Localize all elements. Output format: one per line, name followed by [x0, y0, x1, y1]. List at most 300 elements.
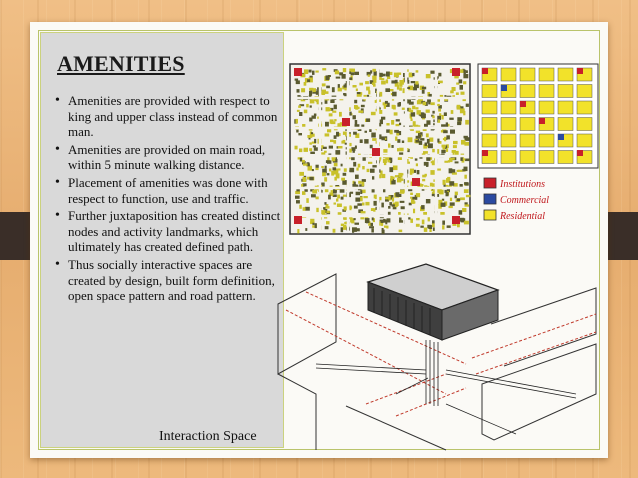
map-plot	[465, 204, 470, 206]
map-plot	[449, 168, 453, 173]
map-plot	[342, 180, 347, 185]
map-plot	[465, 159, 470, 162]
map-plot	[439, 192, 441, 195]
grid-block	[558, 151, 573, 164]
map-plot	[341, 178, 345, 181]
map-plot	[307, 135, 312, 138]
map-plot	[429, 229, 431, 232]
bullet-item	[55, 175, 281, 206]
grid-commercial	[558, 134, 564, 140]
grid-block	[577, 134, 592, 147]
map-plot	[299, 172, 304, 176]
map-plot	[403, 88, 405, 93]
map-plot	[412, 197, 417, 200]
map-plot	[443, 148, 446, 150]
map-plot	[397, 139, 400, 143]
map-plot	[327, 173, 330, 175]
map-plot	[381, 223, 384, 226]
map-plot	[310, 152, 315, 154]
map-plot	[396, 133, 399, 136]
map-plot	[438, 81, 443, 84]
map-plot	[381, 136, 385, 140]
map-plot	[457, 121, 461, 125]
map-plot	[387, 77, 390, 80]
map-plot	[409, 102, 414, 105]
map-plot	[391, 120, 394, 125]
map-plot	[361, 105, 365, 107]
map-plot	[343, 173, 347, 176]
bullet-item	[55, 257, 281, 304]
sketch-lower-right-block	[482, 344, 596, 440]
map-plot	[408, 217, 410, 220]
map-plot	[310, 219, 314, 223]
map-plot	[322, 83, 326, 86]
map-plot	[426, 157, 430, 161]
map-plot	[354, 182, 356, 185]
map-plot	[431, 161, 433, 163]
map-plot	[400, 190, 404, 194]
map-plot	[465, 120, 469, 125]
map-plot	[397, 148, 399, 151]
map-plot	[364, 139, 368, 144]
map-plot	[464, 70, 466, 75]
map-plot	[423, 151, 428, 154]
map-plot	[303, 177, 307, 182]
map-plot	[416, 107, 419, 109]
map-plot	[324, 91, 329, 94]
map-plot	[325, 166, 327, 169]
map-plot	[447, 225, 451, 228]
map-plot	[394, 112, 398, 115]
map-plot	[332, 87, 335, 92]
map-plot	[381, 174, 385, 178]
map-plot	[400, 173, 404, 175]
map-plot	[409, 73, 412, 75]
map-plot	[455, 161, 459, 163]
grid-block	[482, 134, 497, 147]
map-plot	[410, 197, 412, 199]
map-plot	[390, 176, 392, 181]
grid-city-map	[478, 64, 598, 168]
map-plot	[430, 71, 434, 74]
map-plot	[386, 72, 390, 77]
map-plot	[370, 169, 375, 173]
map-plot	[333, 167, 337, 170]
map-plot	[463, 74, 468, 78]
map-plot	[371, 208, 374, 211]
map-plot	[417, 170, 420, 174]
map-plot	[460, 197, 465, 200]
map-plot	[337, 204, 342, 208]
map-plot	[301, 184, 303, 187]
map-plot	[389, 167, 393, 172]
map-plot	[466, 70, 468, 73]
map-plot	[429, 94, 432, 97]
map-plot	[368, 90, 370, 94]
bullet-text: Amenities are provided with respect to king and upper class instead of common man.	[68, 93, 278, 140]
map-plot	[449, 118, 453, 120]
map-plot	[449, 158, 453, 162]
map-plot	[331, 171, 334, 176]
map-plot	[416, 70, 419, 72]
map-plot	[326, 86, 330, 89]
map-plot	[343, 132, 347, 135]
map-plot	[330, 140, 334, 143]
map-plot	[296, 189, 299, 191]
map-plot	[386, 79, 388, 83]
map-plot	[424, 162, 429, 166]
map-plot	[333, 194, 337, 197]
map-plot	[352, 228, 354, 233]
map-plot	[392, 92, 397, 97]
map-plot	[446, 122, 448, 127]
map-plot	[444, 112, 447, 116]
map-plot	[443, 138, 446, 140]
map-plot	[463, 81, 466, 84]
map-plot	[366, 87, 370, 91]
map-plot	[397, 194, 402, 197]
map-plot	[459, 210, 463, 215]
map-plot	[427, 139, 430, 144]
map-plot	[354, 218, 356, 220]
map-plot	[416, 140, 420, 143]
map-plot	[334, 119, 336, 121]
map-plot	[340, 189, 345, 193]
map-plot	[381, 78, 384, 80]
map-plot	[355, 198, 360, 202]
map-plot	[365, 218, 370, 223]
grid-institution	[539, 118, 545, 124]
bullet-text: Placement of amenities was done with respect to function, use and traffic.	[68, 174, 268, 206]
map-plot	[305, 228, 307, 231]
land-use-maps	[282, 58, 602, 268]
map-plot	[363, 196, 367, 198]
map-plot	[430, 170, 435, 175]
map-plot	[327, 157, 329, 161]
map-plot	[373, 83, 376, 86]
text-panel	[40, 32, 284, 448]
map-plot	[371, 133, 376, 138]
grid-block	[501, 101, 516, 114]
map-plot	[304, 69, 308, 74]
map-institution	[294, 216, 302, 224]
map-plot	[355, 146, 357, 149]
map-plot	[350, 168, 355, 173]
right-side-tab	[604, 212, 638, 260]
map-plot	[460, 69, 463, 73]
map-plot	[341, 164, 343, 167]
map-plot	[309, 70, 312, 73]
grid-block	[577, 101, 592, 114]
map-plot	[323, 147, 327, 149]
map-plot	[308, 166, 313, 171]
map-plot	[426, 199, 431, 203]
map-plot	[407, 87, 410, 89]
map-institution	[452, 68, 460, 76]
map-plot	[371, 112, 376, 115]
map-plot	[295, 196, 300, 199]
map-plot	[413, 209, 415, 214]
map-plot	[450, 198, 452, 201]
map-plot	[302, 191, 305, 193]
map-plot	[325, 226, 329, 229]
map-plot	[442, 221, 445, 225]
grid-institution	[577, 150, 583, 156]
map-plot	[416, 195, 418, 197]
map-plot	[464, 182, 468, 185]
map-plot	[310, 99, 315, 103]
map-plot	[462, 208, 466, 212]
bullet-icon: •	[55, 208, 60, 224]
map-plot	[353, 132, 357, 135]
bullet-text: Further juxtaposition has created distinct nodes and activity landmarks, which ultimately has created defined path.	[68, 208, 281, 255]
map-plot	[395, 80, 398, 84]
map-plot	[388, 144, 391, 148]
map-plot	[311, 194, 316, 197]
map-plot	[387, 218, 391, 222]
map-plot	[334, 105, 337, 110]
map-plot	[412, 73, 414, 76]
map-legend	[484, 178, 549, 222]
map-plot	[341, 227, 344, 232]
map-plot	[306, 104, 309, 108]
map-plot	[356, 107, 359, 110]
map-plot	[353, 85, 357, 88]
grid-block	[501, 68, 516, 81]
bullet-icon: •	[55, 141, 60, 157]
map-plot	[450, 202, 455, 205]
map-plot	[421, 114, 426, 119]
grid-block	[539, 68, 554, 81]
dense-city-map	[290, 64, 470, 234]
map-plot	[464, 167, 468, 172]
map-plot	[402, 141, 404, 144]
map-plot	[449, 181, 454, 186]
legend-label-residential: Residential	[500, 211, 545, 222]
map-plot	[339, 72, 343, 75]
map-plot	[338, 146, 343, 149]
map-plot	[343, 85, 347, 88]
map-plot	[336, 199, 338, 202]
map-plot	[446, 148, 448, 152]
map-plot	[324, 202, 326, 205]
map-plot	[396, 124, 400, 126]
map-plot	[315, 168, 318, 170]
map-plot	[314, 147, 318, 151]
map-plot	[385, 101, 388, 104]
map-plot	[353, 150, 355, 153]
map-plot	[452, 169, 455, 172]
map-plot	[300, 158, 302, 162]
map-plot	[358, 164, 361, 168]
map-plot	[422, 179, 425, 181]
map-plot	[464, 189, 469, 193]
map-plot	[449, 206, 453, 208]
map-plot	[392, 204, 395, 206]
map-plot	[301, 88, 305, 92]
map-plot	[355, 223, 360, 225]
sketch-road-red-lines-lower	[366, 374, 466, 416]
map-plot	[313, 145, 316, 147]
slide-title: AMENITIES	[57, 51, 185, 76]
map-plot	[444, 161, 448, 163]
map-plot	[460, 184, 463, 187]
map-plot	[420, 138, 424, 141]
map-plot	[400, 201, 405, 203]
map-plot	[399, 87, 402, 90]
map-plot	[460, 108, 465, 113]
map-plot	[354, 72, 359, 75]
map-plot	[324, 177, 327, 181]
bullet-icon: •	[55, 93, 60, 108]
map-plot	[315, 223, 317, 228]
map-plot	[349, 149, 352, 153]
map-plot	[325, 122, 329, 127]
map-plot	[424, 228, 428, 232]
grid-block	[558, 68, 573, 81]
map-plot	[411, 201, 415, 203]
map-plot	[325, 206, 329, 209]
map-plot	[423, 102, 427, 106]
map-plot	[395, 175, 399, 177]
map-plot	[360, 190, 362, 194]
map-plot	[362, 203, 365, 206]
bullet-item	[55, 208, 281, 255]
map-plot	[392, 198, 394, 202]
map-plot	[439, 113, 441, 116]
map-plot	[297, 110, 300, 112]
map-plot	[421, 205, 425, 209]
grid-institution	[482, 150, 488, 156]
map-plot	[443, 130, 448, 133]
map-plot	[354, 100, 357, 104]
grid-block	[520, 134, 535, 147]
map-plot	[366, 118, 370, 122]
map-plot	[466, 195, 471, 197]
map-plot	[298, 105, 301, 108]
grid-block	[482, 101, 497, 114]
map-plot	[330, 100, 334, 104]
map-plot	[338, 88, 342, 92]
map-plot	[296, 119, 299, 124]
map-plot	[379, 74, 384, 76]
map-plot	[304, 82, 307, 86]
grid-block	[501, 151, 516, 164]
map-plot	[335, 71, 339, 75]
map-plot	[416, 136, 420, 139]
map-plot	[383, 219, 385, 223]
grid-block	[482, 85, 497, 98]
map-plot	[456, 92, 459, 95]
map-plot	[349, 112, 351, 116]
map-plot	[312, 71, 315, 75]
map-plot	[429, 138, 433, 142]
map-plot	[338, 168, 340, 170]
map-plot	[356, 192, 360, 196]
map-plot	[457, 199, 461, 202]
map-plot	[463, 158, 466, 160]
map-plot	[409, 108, 412, 112]
grid-block	[501, 118, 516, 131]
map-plot	[393, 177, 395, 180]
map-plot	[441, 150, 445, 153]
map-plot	[334, 135, 337, 139]
map-plot	[343, 68, 346, 72]
grid-commercial	[501, 85, 507, 91]
map-plot	[365, 131, 368, 133]
map-plot	[389, 196, 391, 201]
map-plot	[450, 90, 454, 93]
map-plot	[388, 212, 391, 215]
map-plot	[307, 79, 310, 82]
map-plot	[410, 171, 413, 175]
map-plot	[390, 89, 394, 91]
map-plot	[411, 81, 416, 83]
map-plot	[428, 217, 430, 221]
legend-swatch-commercial	[484, 194, 496, 204]
map-plot	[410, 193, 413, 195]
map-plot	[432, 116, 435, 119]
map-plot	[326, 160, 331, 163]
map-plot	[464, 175, 467, 179]
map-plot	[357, 203, 362, 206]
map-plot	[386, 129, 390, 133]
map-plot	[426, 120, 430, 125]
map-plot	[295, 146, 298, 150]
map-plot	[416, 163, 418, 166]
legend-label-institutions: Institutions	[500, 179, 546, 190]
map-plot	[395, 137, 397, 141]
map-institution	[452, 216, 460, 224]
map-plot	[361, 211, 366, 213]
map-plot	[299, 112, 302, 116]
map-plot	[441, 115, 443, 120]
map-plot	[322, 68, 326, 70]
map-plot	[336, 174, 339, 179]
grid-block	[520, 118, 535, 131]
map-plot	[399, 148, 403, 152]
map-plot	[299, 149, 302, 153]
grid-block	[577, 85, 592, 98]
map-plot	[350, 192, 353, 194]
map-plot	[385, 88, 390, 92]
map-plot	[367, 169, 370, 172]
bullet-text: Amenities are provided on main road, within 5 minute walking distance.	[68, 141, 266, 173]
map-plot	[426, 133, 429, 137]
grid-institution	[482, 68, 488, 74]
map-plot	[362, 166, 365, 169]
bullet-icon: •	[55, 174, 60, 190]
grid-block	[520, 151, 535, 164]
map-plot	[415, 81, 418, 84]
map-plot	[398, 157, 402, 160]
map-plot	[372, 76, 377, 80]
map-plot	[422, 175, 426, 178]
map-plot	[457, 224, 460, 228]
map-plot	[358, 110, 363, 113]
map-plot	[325, 189, 329, 192]
map-plot	[398, 212, 401, 215]
map-plot	[336, 77, 341, 79]
map-plot	[455, 192, 458, 196]
map-institution	[342, 118, 350, 126]
map-plot	[388, 206, 390, 209]
map-plot	[370, 223, 373, 226]
map-plot	[356, 168, 358, 171]
map-plot	[420, 226, 423, 228]
map-plot	[357, 92, 361, 94]
map-plot	[416, 131, 420, 134]
